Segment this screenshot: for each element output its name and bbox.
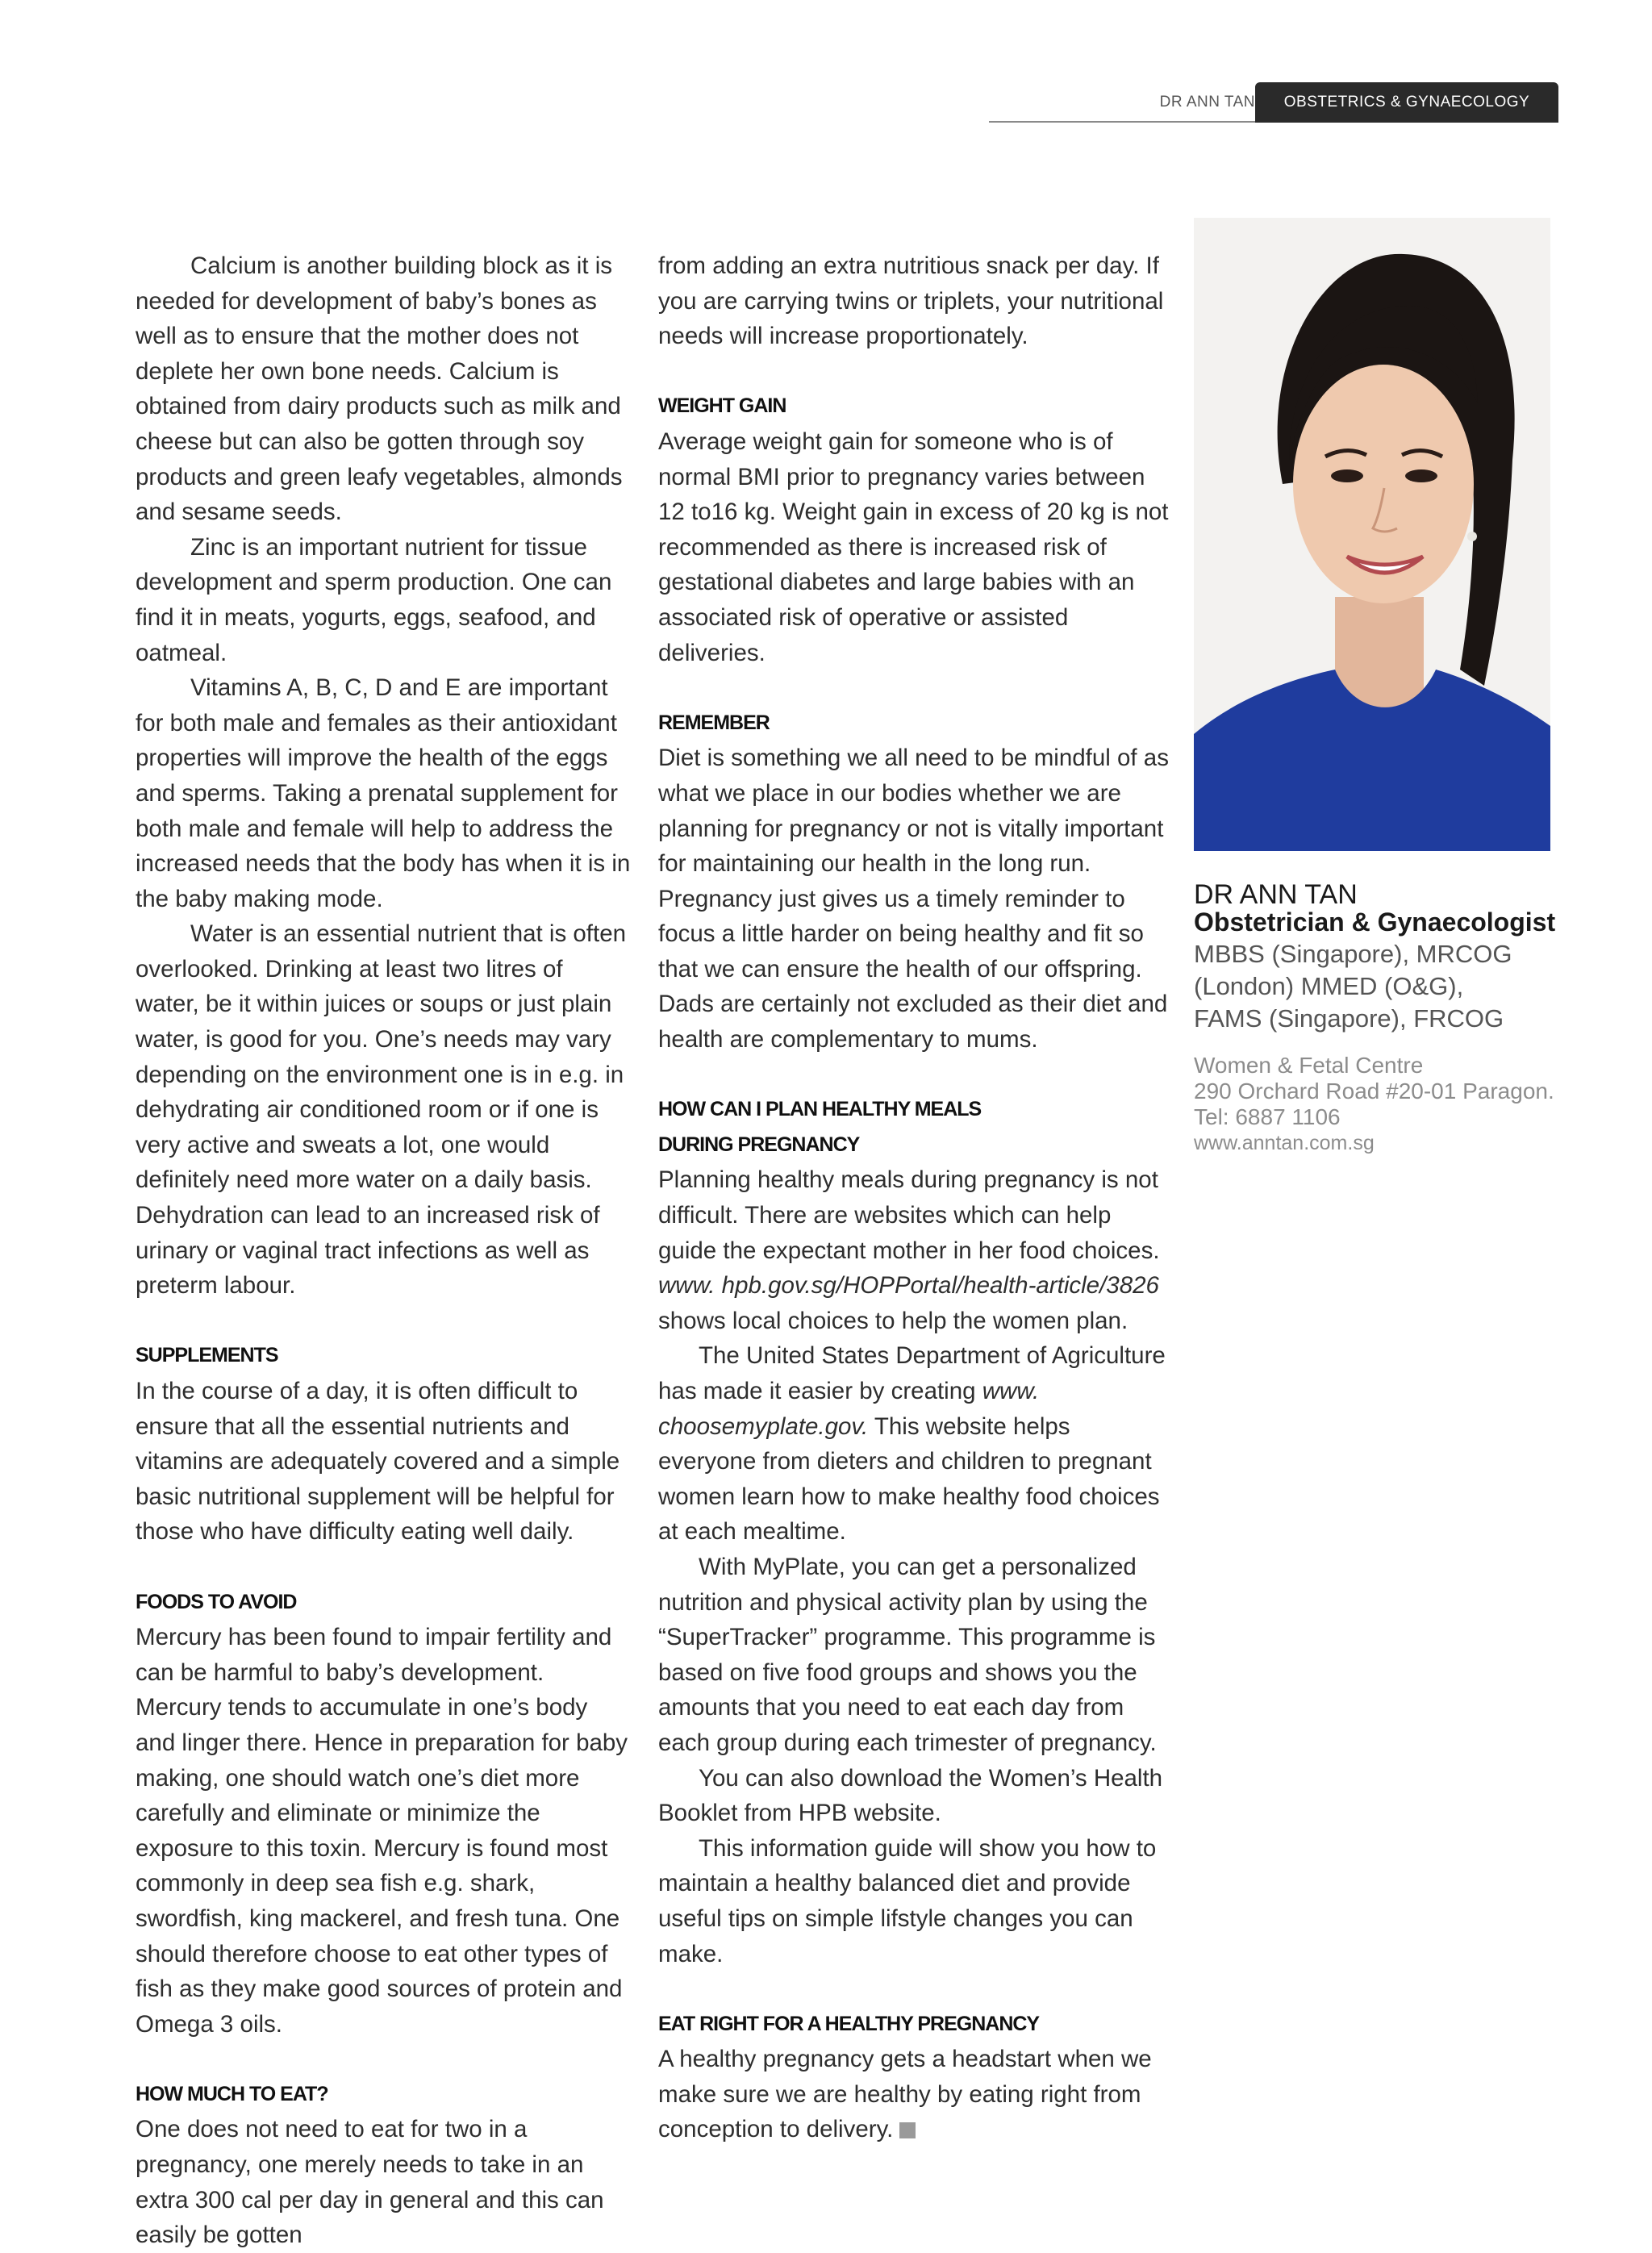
article-column-2: [658, 248, 1174, 2147]
choosemyplate-link[interactable]: www. choosemyplate.gov.: [658, 1378, 1040, 1440]
paragraph-usda: [658, 1338, 1174, 1550]
paragraph-water: Water is an essential nutrient that is often overlooked. Drinking at least two litres of water, be it within juices or soups or just plain water, is good for you. One’s needs may vary depending on the environment one is in e.g. in dehydrating air conditioned room or if one is very active and sweats a lot, one would definitely need more water on a daily basis. Dehydration can lead to an increased risk of urinary or vaginal tract infections as well as preterm labour.: [136, 920, 627, 1300]
heading-eat-right: EAT RIGHT FOR A HEALTHY PREGNANCY: [658, 2012, 1040, 2035]
paragraph-guide: This information guide will show you how to maintain a healthy balanced diet and provide useful tips on simple lifstyle changes you can make.: [658, 1834, 1157, 1967]
paragraph-eat-right: [658, 2042, 1174, 2147]
heading-supplements: SUPPLEMENTS: [136, 1344, 278, 1367]
header-rule: [989, 121, 1255, 123]
eat-right-text: A healthy pregnancy gets a headstart when we make sure we are healthy by eating right from conception to delivery.: [658, 2046, 1152, 2143]
paragraph-how-much-to-eat: One does not need to eat for two in a pregnancy, one merely needs to take in an extra 300 cal per day in general and this can easily be gotten: [136, 2116, 604, 2249]
heading-foods-to-avoid: FOODS TO AVOID: [136, 1590, 297, 1613]
clinic-website-link[interactable]: www.anntan.com.sg: [1194, 1132, 1375, 1154]
paragraph-supplements: In the course of a day, it is often difficult to ensure that all the essential nutrients and vitamins are adequately covered and a simple basic nutritional supplement will be helpful for those who have difficulty eating well daily.: [136, 1378, 620, 1546]
heading-weight-gain: WEIGHT GAIN: [658, 394, 786, 418]
heading-remember: REMEMBER: [658, 711, 770, 734]
bio-qualifications: [1194, 938, 1565, 1035]
plan-text-a: Planning healthy meals during pregnancy is not difficult. There are websites which can help guide the expectant mother in her food choices.: [658, 1166, 1160, 1264]
clinic-address: 290 Orchard Road #20-01 Paragon.: [1194, 1079, 1554, 1104]
paragraph-remember: Diet is something we all need to be mindful of as what we place in our bodies whether we are planning for pregnancy or not is vitally important for maintaining our health in the long run. Pregnancy just gives us a timely reminder to focus a little harder on being healthy and fit so that we can ensure the health of our offspring. Dads are certainly not excluded as their diet and health are complementary to mums.: [658, 745, 1169, 1053]
heading-how-much-to-eat: HOW MUCH TO EAT?: [136, 2082, 328, 2105]
plan-text-b: shows local choices to help the women plan.: [658, 1307, 1128, 1334]
header-author: DR ANN TAN: [1159, 94, 1255, 111]
heading-plan-meals-line-2: DURING PREGNANCY: [658, 1133, 860, 1156]
paragraph-zinc: Zinc is an important nutrient for tissue development and sperm production. One can find it in meats, yogurts, eggs, seafood, and oatmeal.: [136, 533, 612, 666]
heading-plan-meals-line-1: HOW CAN I PLAN HEALTHY MEALS: [658, 1098, 982, 1121]
qualification-line: FAMS (Singapore), FRCOG: [1194, 1004, 1504, 1033]
header-section-tab: OBSTETRICS & GYNAECOLOGY: [1255, 82, 1558, 123]
end-mark-square: [899, 2122, 916, 2138]
paragraph-vitamins: Vitamins A, B, C, D and E are important for both male and females as their antioxidant properties will improve the health of the eggs and sperms. Taking a prenatal supplement for both male and female will help to address the increased needs that the body has when it is in the baby making mode.: [136, 674, 631, 912]
paragraph-continued: from adding an extra nutritious snack per day. If you are carrying twins or triplets, your nutritional needs will increase proportionately.: [658, 252, 1164, 350]
clinic-phone: Tel: 6887 1106: [1194, 1104, 1341, 1129]
paragraph-booklet: You can also download the Women’s Health Booklet from HPB website.: [658, 1764, 1163, 1827]
paragraph-calcium: Calcium is another building block as it is needed for development of baby’s bones as well as to ensure that the mother does not deplete her own bone needs. Calcium is obtained from dairy products such as milk and cheese but can also be gotten through soy products and green leafy vegetables, almonds and sesame seeds.: [136, 252, 623, 526]
bio-title: Obstetrician & Gynaecologist: [1194, 907, 1556, 937]
paragraph-foods-to-avoid: Mercury has been found to impair fertility and can be harmful to baby’s development. Mercury tends to accumulate in one’s body and linger there. Hence in preparation for baby making, one should watch one’s diet more carefully and eliminate or minimize the exposure to this toxin. Mercury is found most commonly in deep sea fish e.g. shark, swordfish, king mackerel, and fresh tuna. One should therefore choose to eat other types of fish as they make good sources of protein and Omega 3 oils.: [136, 1624, 628, 2038]
qualification-line: (London) MMED (O&G),: [1194, 972, 1464, 1000]
contact-block: [1194, 1053, 1573, 1156]
paragraph-weight-gain: Average weight gain for someone who is of normal BMI prior to pregnancy varies between 12 to16 kg. Weight gain in excess of 20 kg is not recommended as there is increased risk of gestational diabetes and large babies with an associated risk of operative or assisted deliveries.: [658, 428, 1169, 666]
article-column-1: [136, 248, 632, 2253]
hpb-link[interactable]: www. hpb.gov.sg/HOPPortal/health-article/3826: [658, 1272, 1159, 1300]
paragraph-plan-meals: [658, 1162, 1174, 1338]
bio-name: DR ANN TAN: [1194, 879, 1358, 910]
qualification-line: MBBS (Singapore), MRCOG: [1194, 940, 1512, 968]
paragraph-myplate: With MyPlate, you can get a personalized nutrition and physical activity plan by using the “SuperTracker” programme. This programme is based on five food groups and shows you the amounts that you need to eat each day from each group during each trimester of pregnancy.: [658, 1553, 1157, 1756]
clinic-name: Women & Fetal Centre: [1194, 1053, 1424, 1078]
usda-text-b: This website helps everyone from dieters and children to pregnant women learn how to make healthy food choices at each mealtime.: [658, 1412, 1160, 1546]
usda-text-a: The United States Department of Agriculture has made it easier by creating: [658, 1342, 1166, 1404]
author-portrait: [1194, 218, 1550, 851]
